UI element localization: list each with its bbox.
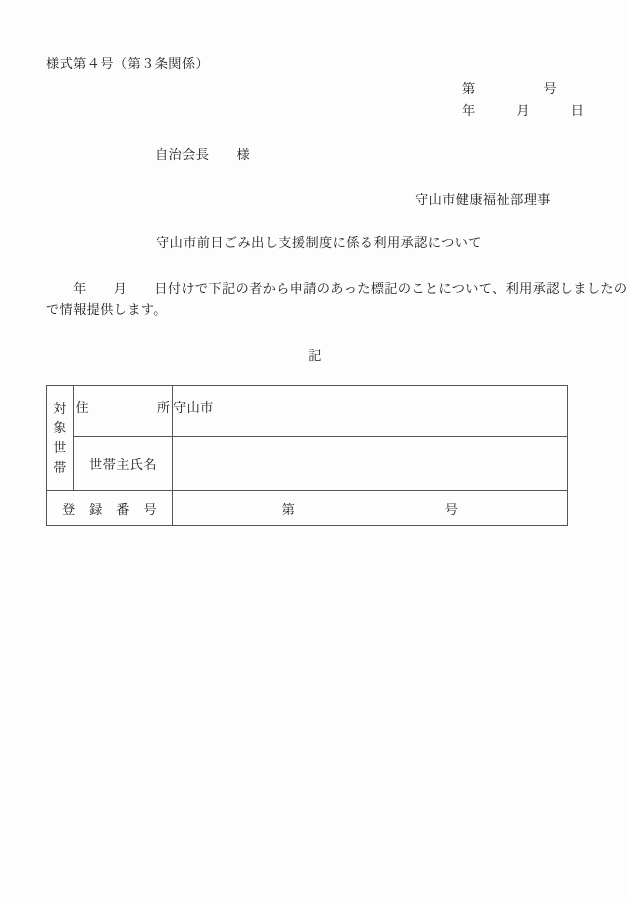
sender: 守山市健康福祉部理事 xyxy=(415,192,551,207)
row-value-address[interactable]: 守山市 xyxy=(173,386,568,437)
row-value-householder-name[interactable] xyxy=(173,437,568,491)
body-line-2: で情報提供します。 xyxy=(46,302,167,318)
row-value-registration-number[interactable]: 第 号 xyxy=(173,491,568,526)
addressee: 自治会長 様 xyxy=(155,147,251,162)
row-label-address: 住 所 xyxy=(74,386,173,437)
group-label-char-1: 対 xyxy=(53,400,67,416)
group-label-char-2: 象 xyxy=(53,420,67,436)
table-row-householder-name xyxy=(47,437,568,491)
row-label-registration-number: 登 録 番 号 xyxy=(47,491,173,526)
body-line-1: 年 月 日付けで下記の者から申請のあった標記のことについて、利用承認しましたの xyxy=(46,281,628,296)
ki-marker: 記 xyxy=(308,348,322,363)
group-label-target-household xyxy=(47,386,74,491)
group-label-char-3: 世 xyxy=(53,440,67,455)
document-date-field: 年 月 日 xyxy=(462,103,585,118)
form-number: 様式第４号（第３条関係） xyxy=(46,56,210,71)
row-label-householder-name: 世帯主氏名 xyxy=(74,437,173,491)
table-row-registration-number xyxy=(47,491,568,526)
target-household-table xyxy=(46,385,568,526)
table-row-address xyxy=(47,386,568,437)
group-label-char-4: 帯 xyxy=(53,459,67,475)
document-number-field: 第 号 xyxy=(462,81,558,96)
body-paragraph xyxy=(46,278,628,321)
document-title: 守山市前日ごみ出し支援制度に係る利用承認について xyxy=(156,235,482,250)
